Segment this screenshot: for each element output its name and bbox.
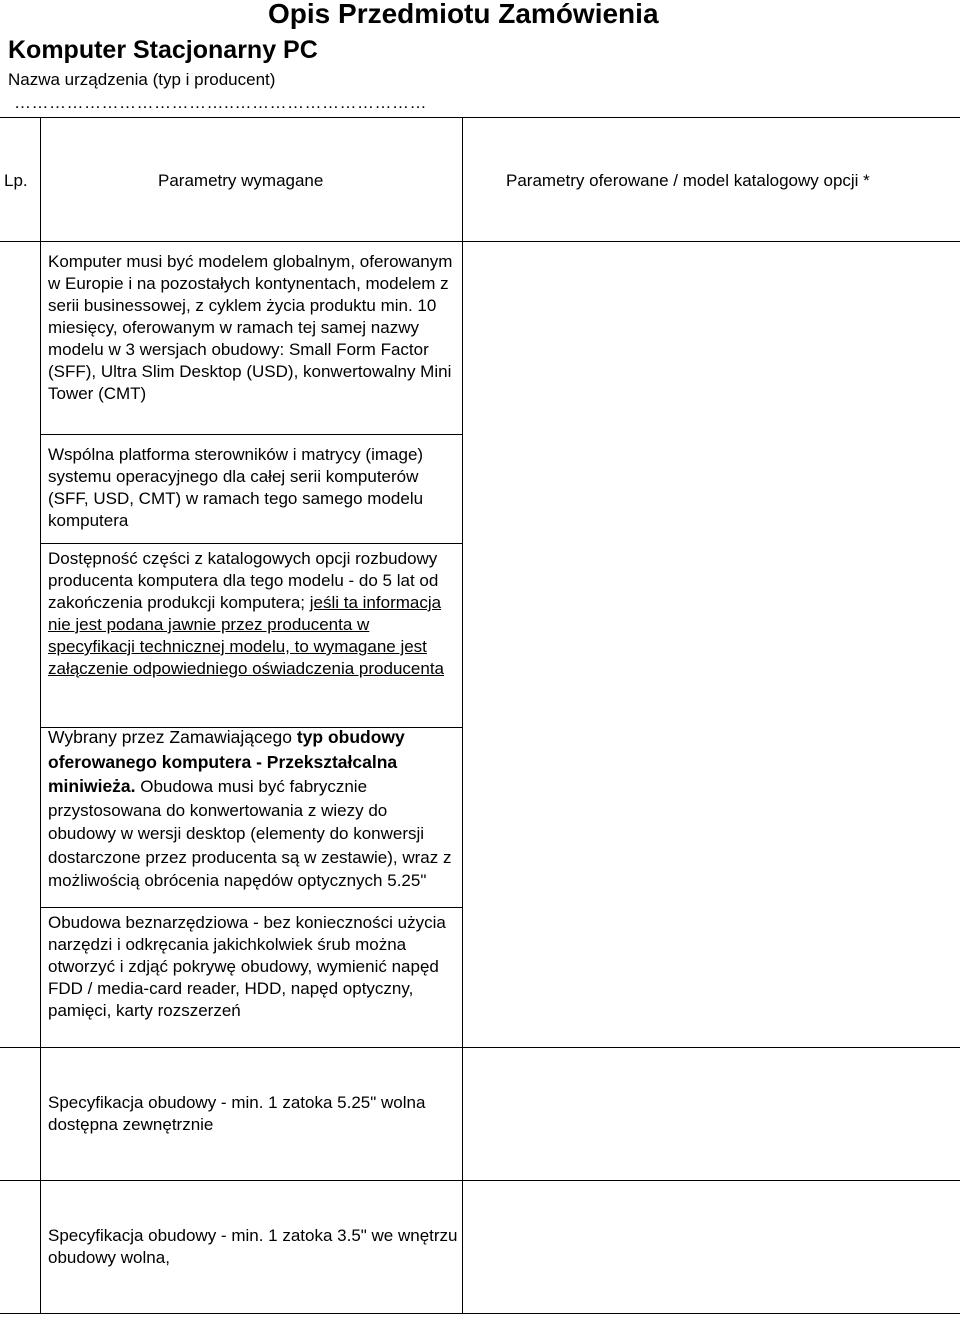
column-header-lp: Lp. (4, 171, 28, 190)
table-header-divider (0, 241, 960, 242)
table-border-top (0, 117, 960, 118)
table-row (48, 251, 458, 405)
required-parameter-text-plain: Dostępność części z katalogowych opcji rozbudowy producenta komputera dla tego modelu - do 5 lat od zakończenia produkcji komputera; (48, 549, 439, 612)
table-row (48, 912, 458, 1022)
table-col-divider-lp (40, 117, 41, 1314)
device-name-label: Nazwa urządzenia (typ i producent) (8, 70, 276, 89)
table-row-divider (0, 1047, 960, 1048)
required-parameter-text: Specyfikacja obudowy - min. 1 zatoka 5.25" wolna dostępna zewnętrznie (48, 1093, 426, 1134)
table-col-divider-offered (462, 117, 463, 1314)
required-parameter-text-bold: typ obudowy oferowanego komputera - Przekształcalna miniwieża. (48, 727, 405, 796)
table-row (48, 725, 458, 893)
table-row (48, 1225, 458, 1269)
device-heading: Komputer Stacjonarny PC (8, 36, 318, 64)
required-parameter-text: Komputer musi być modelem globalnym, oferowanym w Europie i na pozostałych kontynentach, modelem z serii businessowej, z cyklem życia produktu min. 10 miesięcy, oferowanym w ramach tej samej nazwy modelu w 3 wersjach obudowy: Small Form Factor (SFF), Ultra Slim Desktop (USD), konwertowalny Mini Tower (CMT) (48, 252, 453, 403)
required-parameter-text-underlined: jeśli ta informacja nie jest podana jawnie przez producenta w specyfikacji technicznej modelu, to wymagane jest załączenie odpowiedniego oświadczenia producenta (48, 593, 444, 678)
table-row (48, 444, 458, 532)
required-parameter-text: Wspólna platforma sterowników i matrycy (image) systemu operacyjnego dla całej serii komputerów (SFF, USD, CMT) w ramach tego samego modelu komputera (48, 445, 424, 530)
required-parameter-text-rest: Obudowa musi być fabrycznie przystosowana do konwertowania z wiezy do obudowy w wersji desktop (elementy do konwersji dostarczone przez producenta są w zestawie), wraz z możliwością obrócenia napędów optycznych 5.25" (48, 777, 452, 890)
table-row (48, 1092, 458, 1136)
document-title: Opis Przedmiotu Zamówienia (268, 0, 659, 29)
required-parameter-text: Specyfikacja obudowy - min. 1 zatoka 3.5" we wnętrzu obudowy wolna, (48, 1226, 458, 1267)
table-row-divider (0, 1180, 960, 1181)
table-row-divider (40, 907, 462, 908)
column-header-offered: Parametry oferowane / model katalogowy opcji * (506, 171, 870, 190)
table-row (48, 548, 458, 680)
table-row-divider (40, 543, 462, 544)
required-parameter-text: Obudowa beznarzędziowa - bez konieczności użycia narzędzi i odkręcania jakichkolwiek śrub można otworzyć i zdjąć pokrywę obudowy, wymienić napęd FDD / media-card reader, HDD, napęd optyczny, pamięci, karty rozszerzeń (48, 913, 446, 1020)
required-parameter-text (48, 725, 458, 893)
required-parameter-text (48, 548, 458, 680)
table-border-bottom (0, 1313, 960, 1314)
required-parameter-text-intro: Wybrany przez Zamawiającego (48, 727, 297, 747)
column-header-required: Parametry wymagane (158, 171, 324, 190)
device-name-fill-line: ………………………………..…………………………… (14, 93, 427, 112)
table-row-divider (40, 434, 462, 435)
